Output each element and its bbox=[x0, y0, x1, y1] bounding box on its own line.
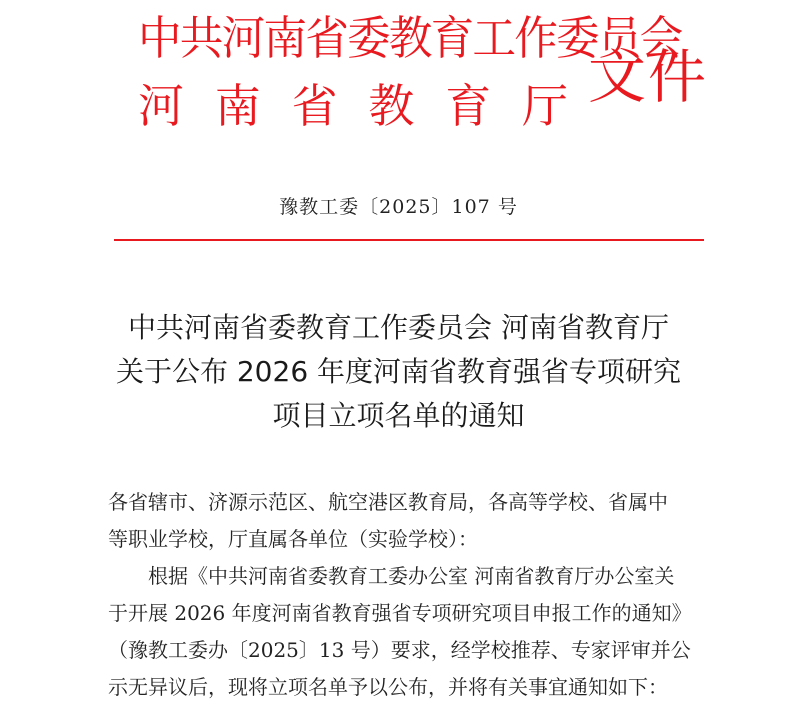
paragraph-line-1: 根据《中共河南省委教育工委办公室 河南省教育厅办公室关 bbox=[148, 564, 675, 588]
org-char: 河 bbox=[138, 79, 184, 133]
paragraph-line-4: 示无异议后，现将立项名单予以公布，并将有关事宜通知如下： bbox=[108, 675, 668, 699]
org-char: 南 bbox=[214, 79, 261, 133]
addressee-line-2: 等职业学校，厅直属各单位（实验学校）： bbox=[108, 527, 478, 551]
title-line-3: 项目立项名单的通知 bbox=[272, 399, 525, 432]
org-char: 育 bbox=[445, 79, 492, 133]
paragraph-line-2: 于开展 2026 年度河南省教育强省专项研究项目申报工作的通知》 bbox=[108, 601, 692, 625]
document-title bbox=[0, 306, 797, 438]
org-char: 省 bbox=[291, 79, 338, 133]
title-line-1: 中共河南省委教育工作委员会 河南省教育厅 bbox=[128, 311, 669, 344]
org-char: 厅 bbox=[521, 79, 568, 133]
document-number: 豫教工委〔2025〕107 号 bbox=[279, 196, 518, 218]
document-body bbox=[108, 484, 708, 706]
paragraph-line-3: （豫教工委办〔2025〕13 号）要求，经学校推荐、专家评审并公 bbox=[108, 638, 691, 662]
document-type-label: 文件 bbox=[588, 43, 709, 111]
red-divider-line bbox=[114, 239, 704, 241]
org-char: 教 bbox=[368, 79, 415, 133]
title-line-2: 关于公布 2026 年度河南省教育强省专项研究 bbox=[115, 355, 682, 388]
addressee-line-1: 各省辖市、济源示范区、航空港区教育局，各高等学校、省属中 bbox=[108, 490, 668, 514]
org-name-party-committee: 中共河南省委教育工作委员会 bbox=[138, 11, 682, 65]
org-name-education-department bbox=[138, 74, 568, 138]
